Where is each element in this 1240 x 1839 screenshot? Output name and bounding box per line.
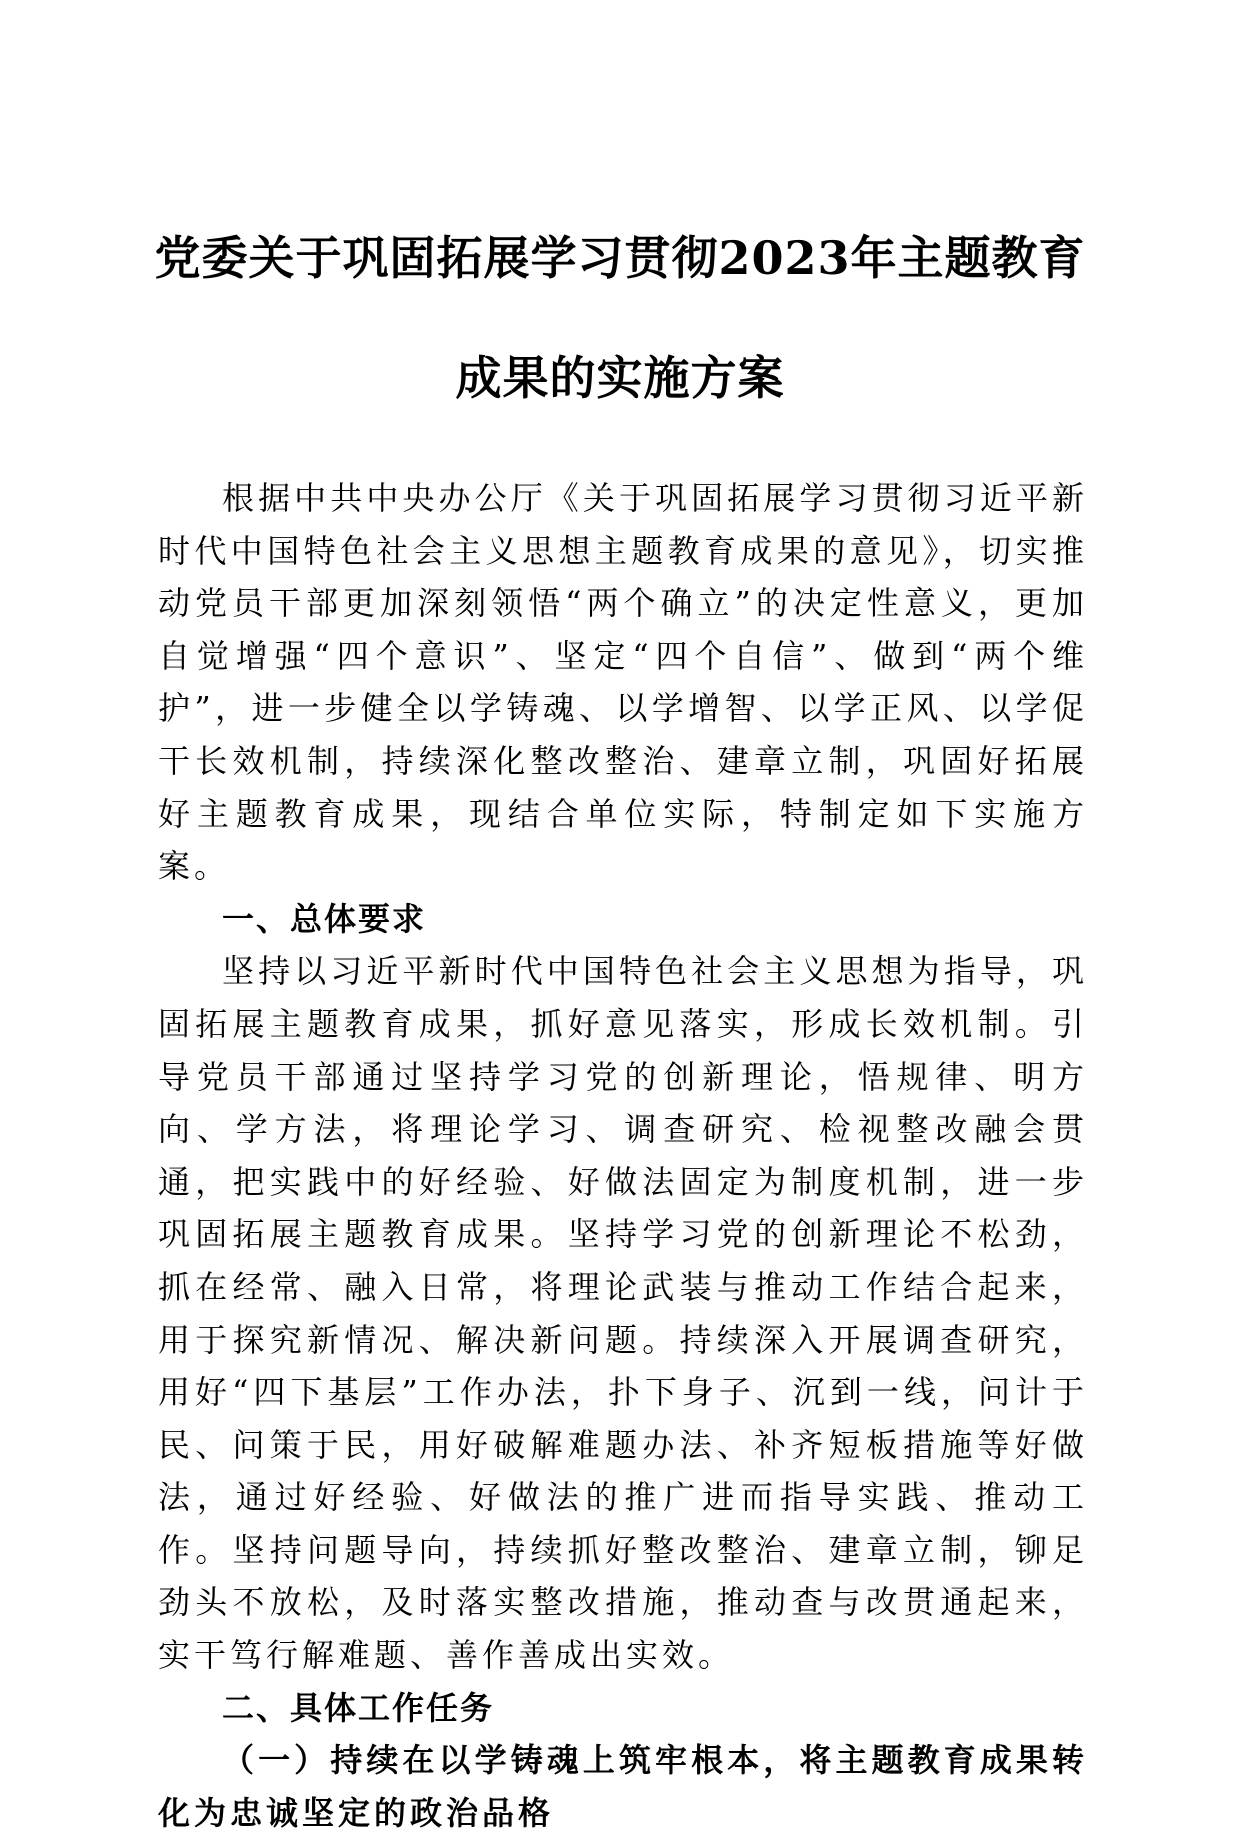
document-title-line-2: 成果的实施方案: [455, 351, 785, 405]
section-1-heading: 一、总体要求: [222, 899, 427, 938]
document-title-line-1: 党委关于巩固拓展学习贯彻2023年主题教育: [154, 231, 1086, 285]
intro-paragraph: 根据中共中央办公厅《关于巩固拓展学习贯彻习近平新时代中国特色社会主义思想主题教育成果的意见》，切实推动党员干部更加深刻领悟“两个确立”的决定性意义，更加自觉增强“四个意识”、坚定“四个自信”、做到“两个维护”，进一步健全以学铸魂、以学增智、以学正风、以学促干长效机制，持续深化整改整治、建章立制，巩固好拓展好主题教育成果，现结合单位实际，特制定如下实施方案。: [158, 479, 1088, 886]
document-body: [158, 472, 1088, 1839]
section-1-paragraph: 坚持以习近平新时代中国特色社会主义思想为指导，巩固拓展主题教育成果，抓好意见落实，形成长效机制。引导党员干部通过坚持学习党的创新理论，悟规律、明方向、学方法，将理论学习、调查研究、检视整改融会贯通，把实践中的好经验、好做法固定为制度机制，进一步巩固拓展主题教育成果。坚持学习党的创新理论不松劲，抓在经常、融入日常，将理论武装与推动工作结合起来，用于探究新情况、解决新问题。持续深入开展调查研究，用好“四下基层”工作办法，扑下身子、沉到一线，问计于民、问策于民，用好破解难题办法、补齐短板措施等好做法，通过好经验、好做法的推广进而指导实践、推动工作。坚持问题导向，持续抓好整改整治、建章立制，铆足劲头不放松，及时落实整改措施，推动查与改贯通起来，实干笃行解难题、善作善成出实效。: [158, 952, 1088, 1675]
subsection-1-heading: （一）持续在以学铸魂上筑牢根本，将主题教育成果转化为忠诚坚定的政治品格: [158, 1741, 1088, 1832]
section-2-heading: 二、具体工作任务: [222, 1688, 495, 1727]
